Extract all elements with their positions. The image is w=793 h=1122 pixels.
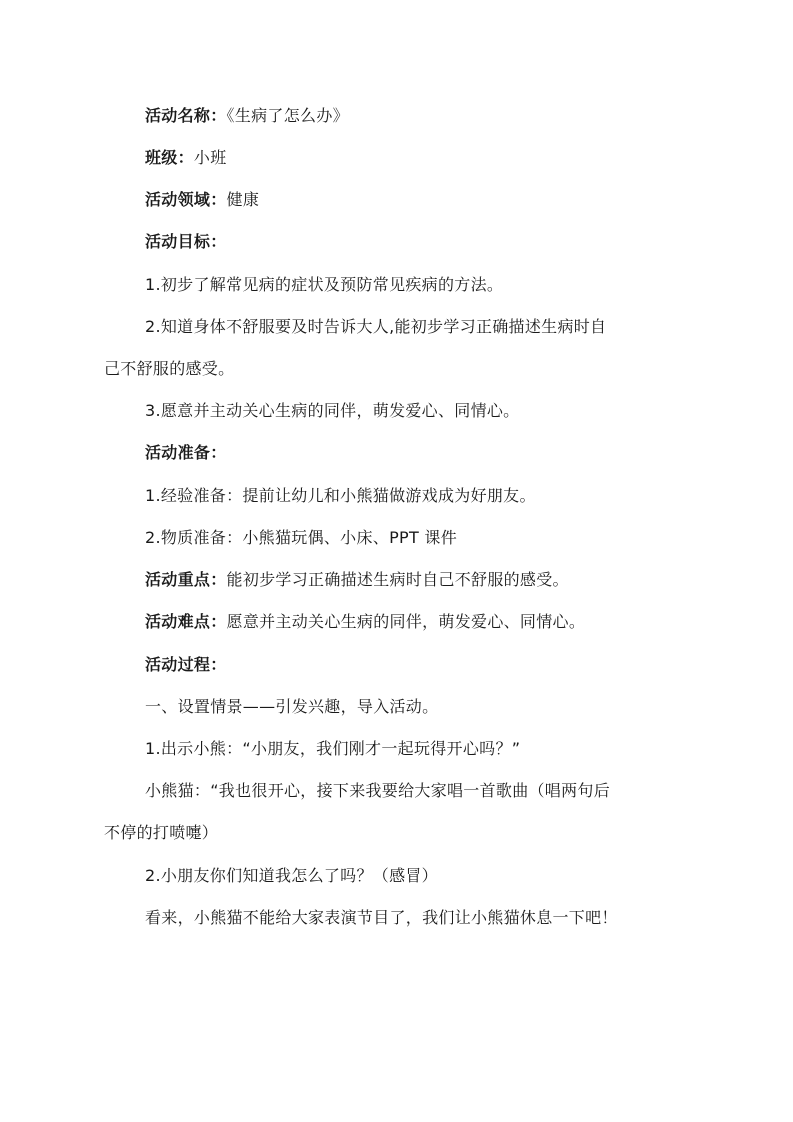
process-paragraph-4: 看来，小熊猫不能给大家表演节目了，我们让小熊猫休息一下吧！ — [145, 908, 618, 927]
activity-name-line — [145, 106, 349, 126]
key-point-line — [145, 570, 569, 590]
preparation-heading: 活动准备： — [145, 443, 227, 462]
activity-name-value: 《生病了怎么办》 — [226, 106, 349, 125]
preparation-item-1: 1.经验准备：提前让幼儿和小熊猫做游戏成为好朋友。 — [145, 486, 536, 505]
field-label: 活动领域： — [145, 190, 227, 209]
key-point-value: 能初步学习正确描述生病时自己不舒服的感受。 — [226, 570, 569, 589]
field-value: 健康 — [226, 190, 260, 209]
process-paragraph-3: 2.小朋友你们知道我怎么了吗？（感冒） — [145, 866, 438, 885]
process-paragraph-2-line-1: 小熊猫：“我也很开心，接下来我要给大家唱一首歌曲（唱两句后 — [145, 781, 610, 800]
goals-heading: 活动目标： — [145, 232, 227, 251]
goal-item-3: 3.愿意并主动关心生病的同伴，萌发爱心、同情心。 — [145, 401, 520, 420]
goal-item-2-line-2: 己不舒服的感受。 — [104, 359, 235, 378]
difficulty-line — [145, 612, 585, 632]
activity-name-label: 活动名称： — [145, 106, 227, 125]
goal-item-1: 1.初步了解常见病的症状及预防常见疾病的方法。 — [145, 275, 504, 294]
class-line — [145, 148, 227, 168]
preparation-item-2: 2.物质准备：小熊猫玩偶、小床、PPT 课件 — [145, 528, 458, 547]
key-point-label: 活动重点： — [145, 570, 227, 589]
difficulty-label: 活动难点： — [145, 612, 227, 631]
class-label: 班级： — [145, 148, 194, 167]
process-heading: 活动过程： — [145, 655, 227, 674]
process-step-1: 一、设置情景——引发兴趣，导入活动。 — [145, 697, 439, 716]
class-value: 小班 — [193, 148, 227, 167]
process-paragraph-1: 1.出示小熊：“小朋友，我们刚才一起玩得开心吗？” — [145, 739, 521, 758]
difficulty-value: 愿意并主动关心生病的同伴，萌发爱心、同情心。 — [226, 612, 586, 631]
field-line — [145, 190, 259, 210]
goal-item-2-line-1: 2.知道身体不舒服要及时告诉大人,能初步学习正确描述生病时自 — [145, 317, 607, 336]
process-paragraph-2-line-2: 不停的打喷嚏） — [104, 823, 219, 842]
